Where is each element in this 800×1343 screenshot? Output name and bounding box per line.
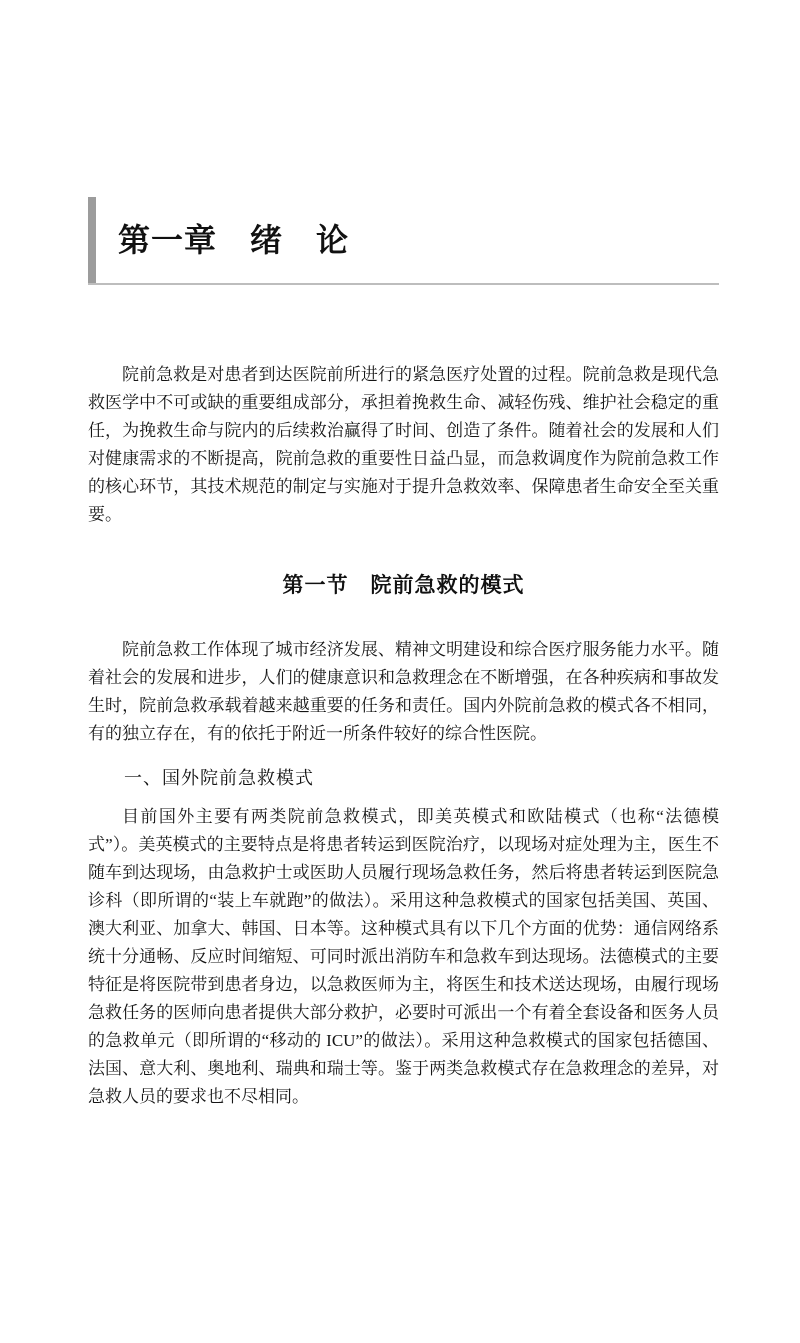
section-paragraph: 院前急救工作体现了城市经济发展、精神文明建设和综合医疗服务能力水平。随着社会的发展和进步，人们的健康意识和急救理念在不断增强，在各种疾病和事故发生时，院前急救承载着越来越重要的任务和责任。国内外院前急救的模式各不相同，有的独立存在，有的依托于附近一所条件较好的综合性医院。 [88,640,719,743]
document-page [0,197,800,1343]
subsection-paragraph: 目前国外主要有两类院前急救模式，即美英模式和欧陆模式（也称“法德模式”）。美英模式的主要特点是将患者转运到医院治疗，以现场对症处理为主，医生不随车到达现场，由急救护士或医助人员履行现场急救任务，然后将患者转运到医院急诊科（即所谓的“装上车就跑”的做法）。采用这种急救模式的国家包括美国、英国、澳大利亚、加拿大、韩国、日本等。这种模式具有以下几个方面的优势：通信网络系统十分通畅、反应时间缩短、可同时派出消防车和急救车到达现场。法德模式的主要特征是将医院带到患者身边，以急救医师为主，将医生和技术送达现场，由履行现场急救任务的医师向患者提供大部分救护，必要时可派出一个有着全套设备和医务人员的急救单元（即所谓的“移动的 ICU”的做法）。采用这种急救模式的国家包括德国、法国、意大利、奥地利、瑞典和瑞士等。鉴于两类急救模式存在急救理念的差异，对急救人员的要求也不尽相同。 [88,807,719,1106]
chapter-title: 第一章 绪 论 [118,222,350,258]
section-title: 第一节 院前急救的模式 [282,574,525,597]
chapter-header [88,197,719,285]
subsection-heading: 一、国外院前急救模式 [124,768,314,788]
chapter-accent-bar [88,197,96,283]
intro-paragraph: 院前急救是对患者到达医院前所进行的紧急医疗处置的过程。院前急救是现代急救医学中不可或缺的重要组成部分，承担着挽救生命、减轻伤残、维护社会稳定的重任，为挽救生命与院内的后续救治赢得了时间、创造了条件。随着社会的发展和人们对健康需求的不断提高，院前急救的重要性日益凸显，而急救调度作为院前急救工作的核心环节，其技术规范的制定与实施对于提升急救效率、保障患者生命安全至关重要。 [88,365,719,524]
